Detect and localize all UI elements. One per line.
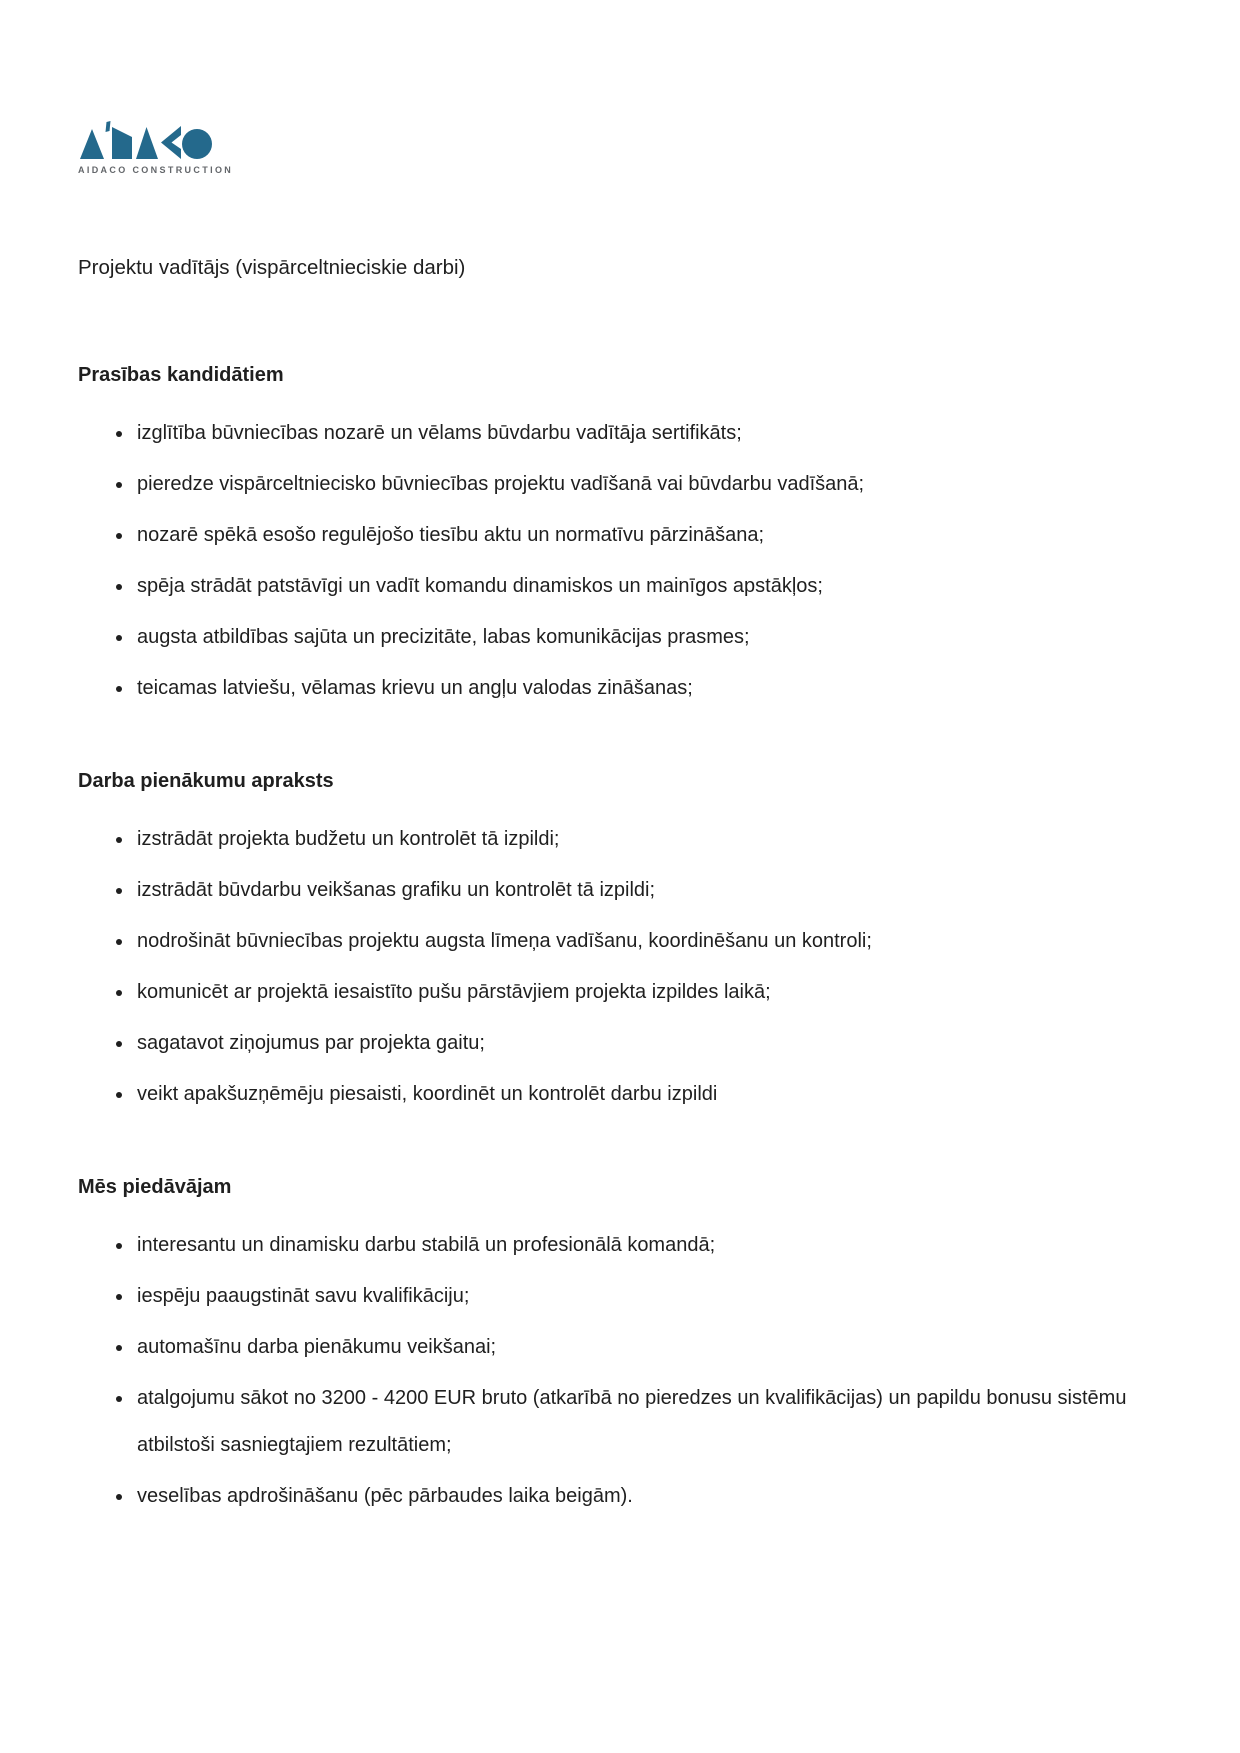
bullet-item: iespēju paaugstināt savu kvalifikāciju; bbox=[78, 1273, 1162, 1320]
bullet-item: sagatavot ziņojumus par projekta gaitu; bbox=[78, 1020, 1162, 1067]
bullet-item: veikt apakšuzņēmēju piesaisti, koordinēt un kontrolēt darbu izpildi bbox=[78, 1071, 1162, 1118]
bullet-item: izglītība būvniecības nozarē un vēlams būvdarbu vadītāja sertifikāts; bbox=[78, 410, 1162, 457]
section-heading: Darba pienākumu apraksts bbox=[78, 770, 334, 792]
section-offer bbox=[78, 1172, 1162, 1520]
bullet-item: teicamas latviešu, vēlamas krievu un angļu valodas zināšanas; bbox=[78, 665, 1162, 712]
bullet-item: interesantu un dinamisku darbu stabilā un profesionālā komandā; bbox=[78, 1222, 1162, 1269]
bullet-item: pieredze vispārceltniecisko būvniecības projektu vadīšanā vai būvdarbu vadīšanā; bbox=[78, 461, 1162, 508]
bullet-item: atalgojumu sākot no 3200 - 4200 EUR bruto (atkarībā no pieredzes un kvalifikācijas) un papildu bonusu sistēmu atbilstoši sasniegtajiem rezultātiem; bbox=[78, 1375, 1162, 1469]
section-heading: Prasības kandidātiem bbox=[78, 364, 284, 386]
section-requirements bbox=[78, 360, 1162, 712]
aidaco-logo-icon bbox=[78, 120, 228, 160]
bullet-list bbox=[78, 1222, 1162, 1520]
section-duties bbox=[78, 766, 1162, 1118]
bullet-item: izstrādāt būvdarbu veikšanas grafiku un kontrolēt tā izpildi; bbox=[78, 867, 1162, 914]
bullet-list bbox=[78, 410, 1162, 712]
bullet-item: automašīnu darba pienākumu veikšanai; bbox=[78, 1324, 1162, 1371]
bullet-item: nozarē spēkā esošo regulējošo tiesību aktu un normatīvu pārzināšana; bbox=[78, 512, 1162, 559]
bullet-item: augsta atbildības sajūta un precizitāte, labas komunikācijas prasmes; bbox=[78, 614, 1162, 661]
bullet-item: izstrādāt projekta budžetu un kontrolēt tā izpildi; bbox=[78, 816, 1162, 863]
logo-subtitle: AIDACO CONSTRUCTION bbox=[78, 165, 234, 175]
section-heading: Mēs piedāvājam bbox=[78, 1176, 232, 1198]
company-logo bbox=[78, 120, 234, 175]
job-title: Projektu vadītājs (vispārceltnieciskie darbi) bbox=[78, 256, 466, 279]
bullet-item: nodrošināt būvniecības projektu augsta līmeņa vadīšanu, koordinēšanu un kontroli; bbox=[78, 918, 1162, 965]
bullet-item: spēja strādāt patstāvīgi un vadīt komandu dinamiskos un mainīgos apstākļos; bbox=[78, 563, 1162, 610]
bullet-item: komunicēt ar projektā iesaistīto pušu pārstāvjiem projekta izpildes laikā; bbox=[78, 969, 1162, 1016]
bullet-list bbox=[78, 816, 1162, 1118]
bullet-item: veselības apdrošināšanu (pēc pārbaudes laika beigām). bbox=[78, 1473, 1162, 1520]
